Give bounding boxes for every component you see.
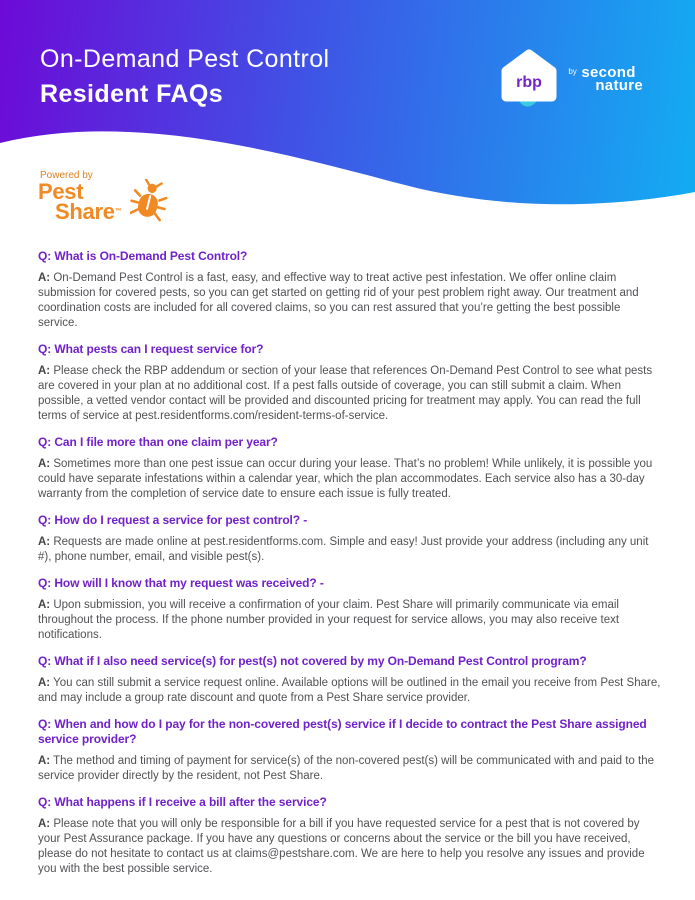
faq-question: Q: What is On-Demand Pest Control?	[38, 249, 248, 263]
brand-logos	[499, 46, 643, 112]
answer-prefix: A:	[38, 365, 51, 377]
powered-by-caption: Powered by	[40, 170, 93, 181]
faq-item	[38, 342, 663, 424]
faq-question: Q: What pests can I request service for?	[38, 342, 264, 356]
page-title-line1: On-Demand Pest Control	[40, 45, 330, 73]
answer-text: Please note that you will only be responsible for a bill if you have requested service for a pest that is not covered by your Pest Assurance package. If you have any questions or concerns about the service or the bill you have received, please do not hesitate to contact us at claims@pestshare.com. We are here to help you resolve any issues and provide you with the best possible service.	[38, 818, 645, 875]
faq-item	[38, 513, 663, 565]
answer-text: The method and timing of payment for service(s) of the non-covered pest(s) will be communicated with and paid to the service provider directly by the resident, not Pest Share.	[38, 755, 654, 782]
answer-text: Requests are made online at pest.residentforms.com. Simple and easy! Just provide your address (including any unit #), phone number, email, and visible pest(s).	[38, 536, 649, 563]
faq-answer	[38, 364, 663, 424]
answer-prefix: A:	[38, 818, 51, 830]
faq-answer	[38, 271, 663, 331]
faq-question: Q: What if I also need service(s) for pest(s) not covered by my On-Demand Pest Control program?	[38, 654, 587, 668]
answer-prefix: A:	[38, 536, 51, 548]
faq-answer	[38, 535, 663, 565]
faq-item	[38, 654, 663, 706]
faq-question: Q: When and how do I pay for the non-covered pest(s) service if I decide to contract the Pest Share assigned service provider?	[38, 717, 647, 746]
faq-answer	[38, 676, 663, 706]
faq-answer	[38, 598, 663, 643]
faq-answer	[38, 754, 663, 784]
answer-text: You can still submit a service request online. Available options will be outlined in the email you receive from Pest Share, and may include a group rate discount and quote from a Pest Share service provider.	[38, 677, 661, 704]
faq-item	[38, 249, 663, 331]
page-title	[40, 42, 329, 112]
answer-text: Sometimes more than one pest issue can occur during your lease. That’s no problem! While unlikely, it is possible you could have separate infestations within a calendar year, which the plan accommodates. Each service also has a 30-day warranty from the completion of service date to ensure each issue is fully treated.	[38, 458, 653, 500]
page-title-line2: Resident FAQs	[40, 80, 224, 108]
answer-prefix: A:	[38, 272, 51, 284]
faq-item	[38, 717, 663, 784]
answer-prefix: A:	[38, 599, 51, 611]
rbp-logo-text: rbp	[516, 74, 543, 91]
answer-prefix: A:	[38, 458, 51, 470]
faq-item	[38, 576, 663, 643]
header-banner	[0, 0, 695, 224]
answer-text: Please check the RBP addendum or section of your lease that references On-Demand Pest Control to see what pests are covered in your plan at no additional cost. If a pest falls outside of coverage, you can still submit a claim. When possible, a vetted vendor contact will be provided and discounted pricing for treatment may apply. You can read the full terms of service at pest.residentforms.com/resident-terms-of-service.	[38, 365, 653, 422]
answer-text: Upon submission, you will receive a confirmation of your claim. Pest Share will primarily communicate via email throughout the process. If the phone number provided in your request for service allows, you may also receive text notifications.	[38, 599, 620, 641]
faq-answer	[38, 817, 663, 877]
faq-question: Q: How do I request a service for pest control? -	[38, 513, 308, 527]
faq-list	[0, 215, 695, 877]
second-nature-line1: second	[581, 64, 636, 81]
pest-share-word-share: Share	[55, 199, 115, 224]
by-label: by	[568, 67, 577, 76]
faq-question: Q: What happens if I receive a bill after the service?	[38, 795, 327, 809]
second-nature-logo	[568, 66, 643, 92]
faq-item	[38, 435, 663, 502]
answer-prefix: A:	[38, 755, 51, 767]
trademark-symbol: ™	[114, 208, 122, 215]
faq-question: Q: How will I know that my request was received? -	[38, 576, 324, 590]
faq-item	[38, 795, 663, 877]
rbp-house-icon	[499, 46, 559, 112]
answer-prefix: A:	[38, 677, 51, 689]
answer-text: On-Demand Pest Control is a fast, easy, and effective way to treat active pest infestation. We offer online claim submission for covered pests, so you can get started on getting rid of your pest problem right away. Our treatment and coordination costs are included for all covered claims, so you can rest assured that you’re getting the best possible service.	[38, 272, 639, 329]
pest-share-word-pest: Pest	[38, 179, 84, 204]
pest-share-logo	[38, 170, 170, 222]
second-nature-line2: nature	[595, 77, 643, 94]
faq-question: Q: Can I file more than one claim per year?	[38, 435, 278, 449]
bug-icon	[130, 179, 168, 232]
faq-answer	[38, 457, 663, 502]
